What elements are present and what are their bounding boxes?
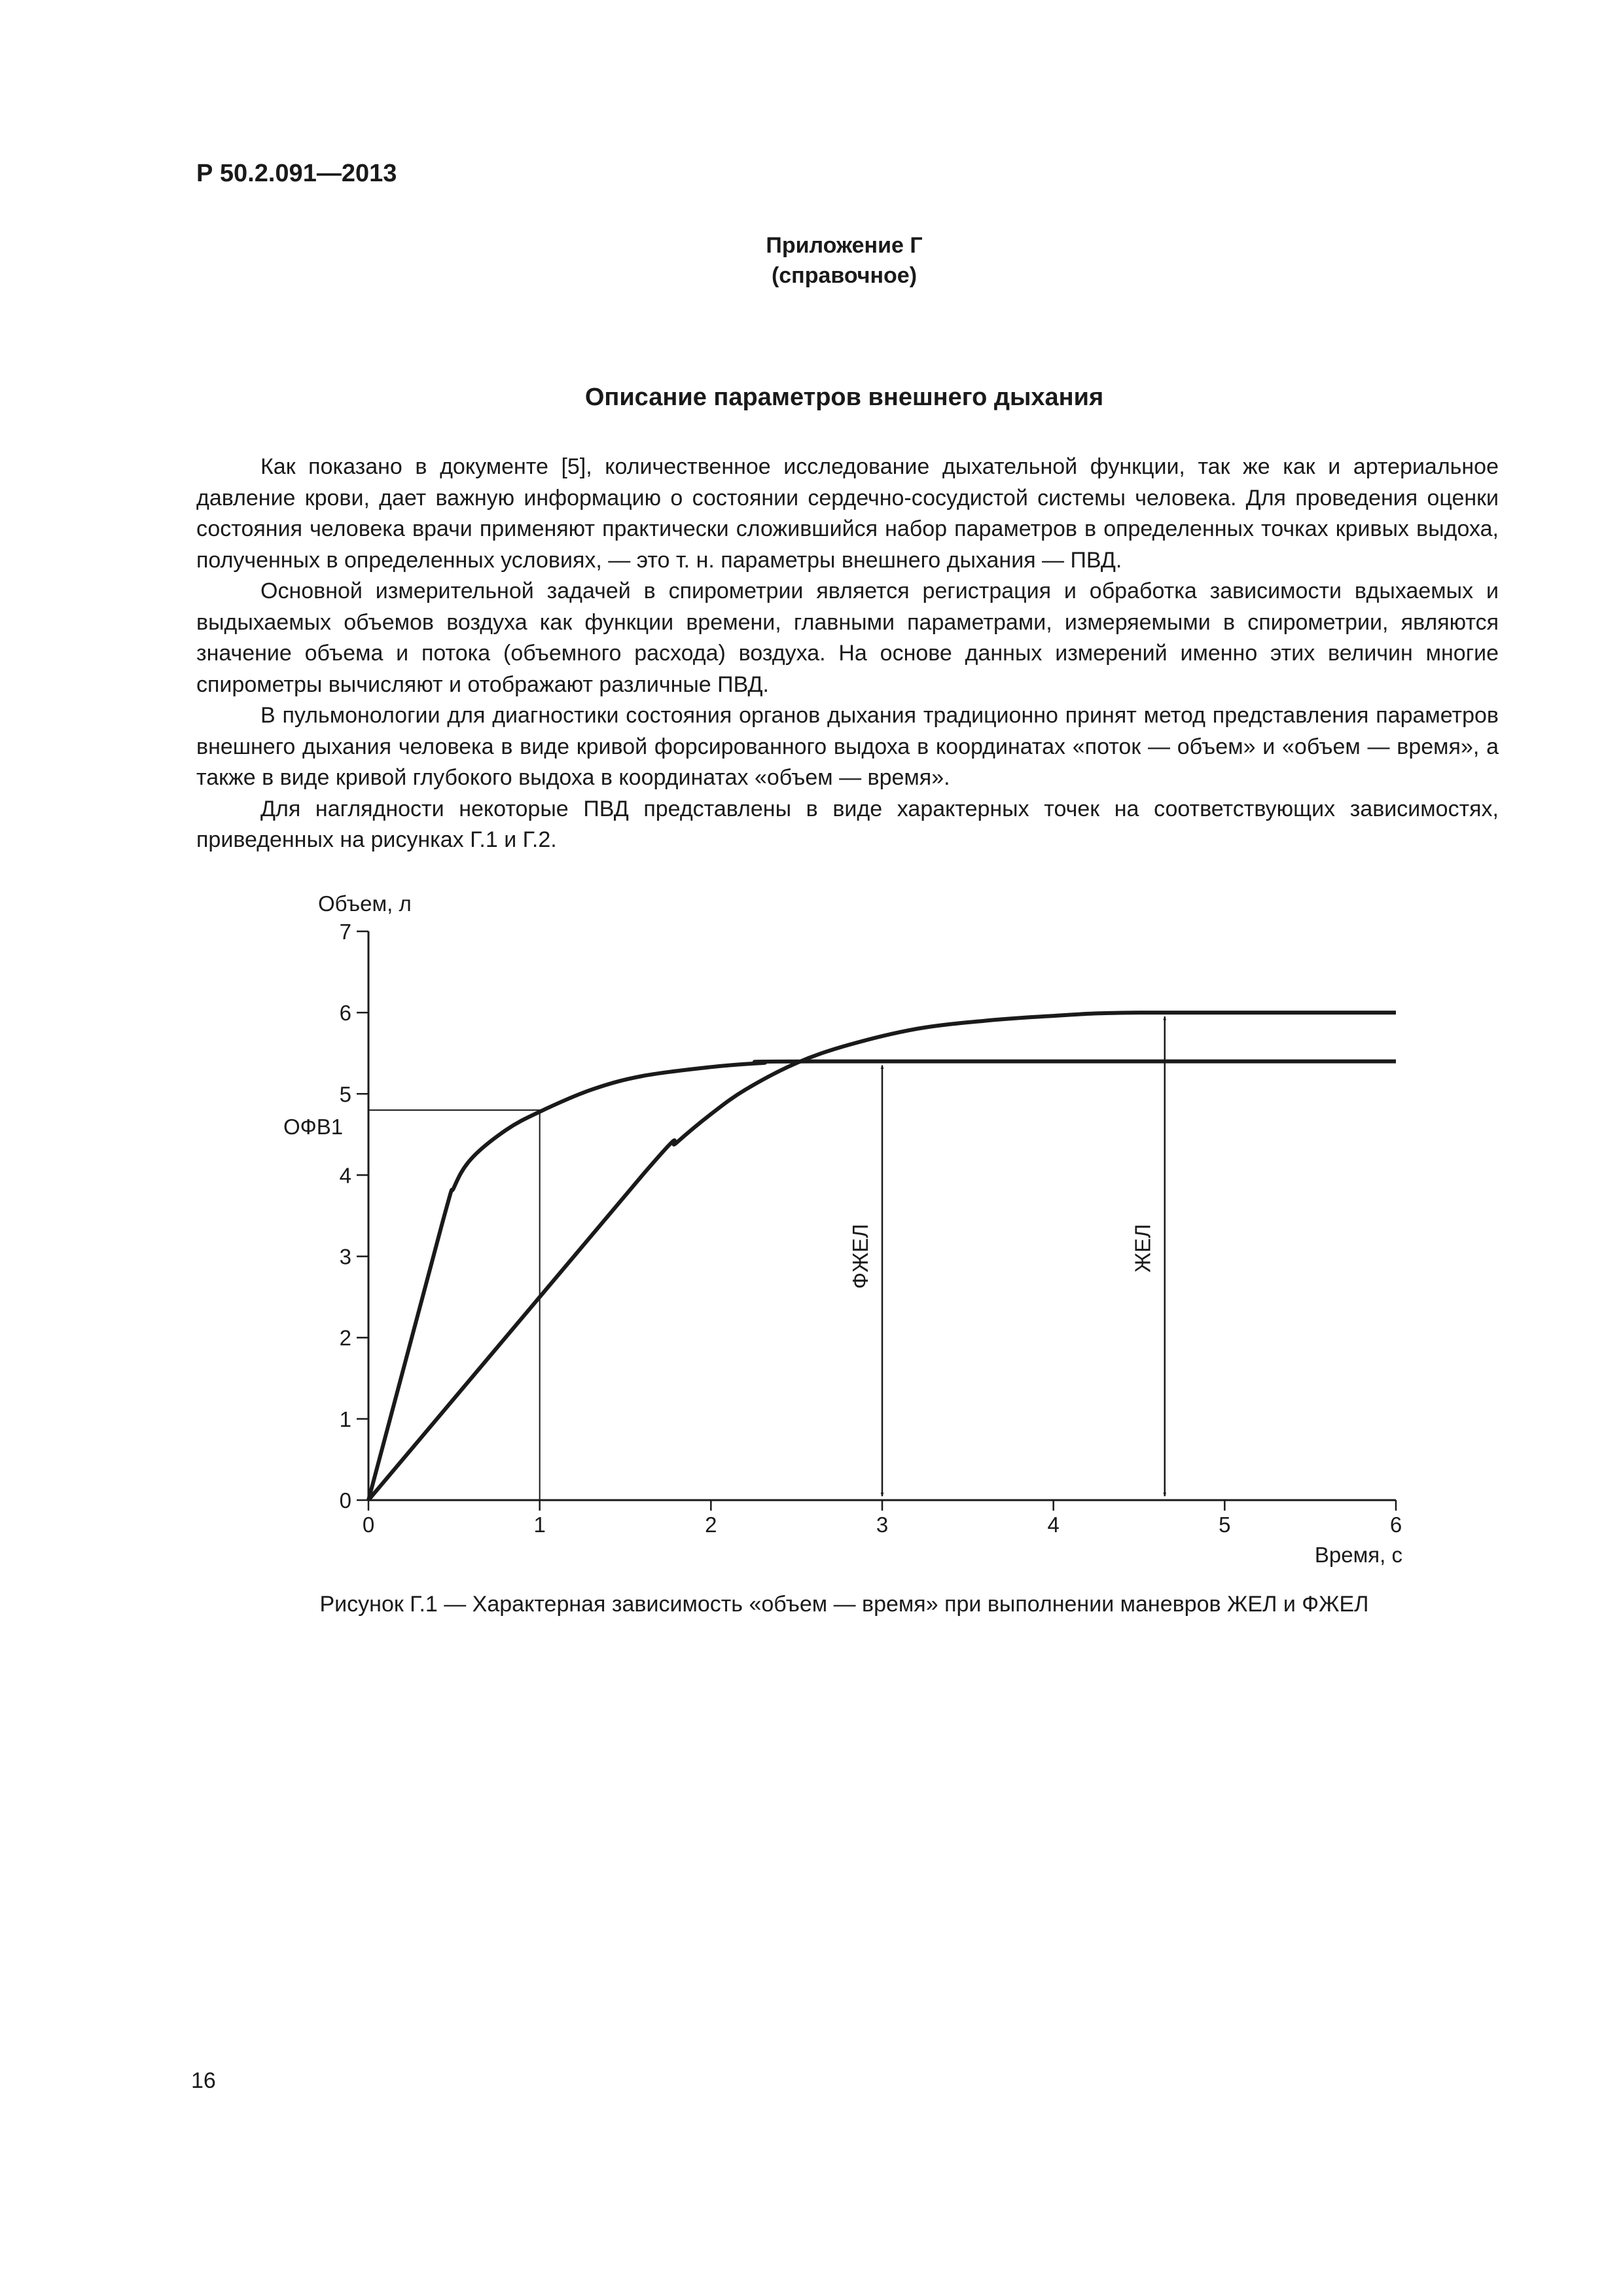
x-tick-label: 0 <box>362 1513 375 1537</box>
document-code: Р 50.2.091—2013 <box>196 160 397 187</box>
body-text <box>196 452 1499 856</box>
paragraph-3: В пульмонологии для диагностики состояния органов дыхания традиционно принят метод представления параметров внешнего дыхания человека в виде кривой форсированного выдоха в координатах «поток — объем» и «объем — время», а также в виде кривой глубокого выдоха в координатах «объем — время». <box>196 703 1499 790</box>
section-title: Описание параметров внешнего дыхания <box>584 384 1104 411</box>
y-axis-label: Объем, л <box>318 891 412 916</box>
y-tick-label: 1 <box>339 1407 351 1431</box>
y-tick-label: 5 <box>339 1082 351 1107</box>
appendix-subtitle: (справочное) <box>771 263 918 288</box>
x-tick-label: 4 <box>1047 1513 1060 1537</box>
x-tick-label: 1 <box>533 1513 546 1537</box>
fvc-label: ФЖЕЛ <box>848 1223 872 1289</box>
y-tick-label: 2 <box>339 1325 351 1350</box>
y-tick-label: 7 <box>339 920 351 944</box>
page-number: 16 <box>191 2068 216 2093</box>
y-tick-label: 4 <box>339 1163 351 1188</box>
appendix-title: Приложение Г <box>766 233 923 258</box>
vc-label: ЖЕЛ <box>1130 1224 1155 1273</box>
volume-time-chart <box>0 877 1623 1630</box>
x-tick-label: 2 <box>705 1513 717 1537</box>
figure-volume-time <box>0 877 1623 1630</box>
x-tick-label: 5 <box>1219 1513 1231 1537</box>
paragraph-4: Для наглядности некоторые ПВД представлены в виде характерных точек на соответствующих зависимостях, приведенных на рисунках Г.1 и Г.2. <box>196 796 1499 852</box>
x-tick-label: 3 <box>876 1513 889 1537</box>
paragraph-1: Как показано в документе [5], количественное исследование дыхательной функции, так же как и артериальное давление крови, дает важную информацию о состоянии сердечно-сосудистой системы человека. Для проведения оценки состояния человека врачи применяют практически сложившийся набор параметров в определенных точках кривых выдоха, полученных в определенных условиях, — это т. н. параметры внешнего дыхания — ПВД. <box>196 454 1499 573</box>
fev1-label: ОФВ1 <box>283 1115 344 1139</box>
y-tick-label: 0 <box>339 1488 351 1513</box>
y-tick-label: 6 <box>339 1001 351 1026</box>
x-tick-label: 6 <box>1389 1513 1402 1537</box>
paragraph-2: Основной измерительной задачей в спирометрии является регистрация и обработка зависимости вдыхаемых и выдыхаемых объемов воздуха как функции времени, главными параметрами, измеряемыми в спирометрии, являются значение объема и потока (объемного расхода) воздуха. На основе данных измерений именно этих величин многие спирометры вычисляют и отображают различные ПВД. <box>196 579 1499 697</box>
fev1-guide-line <box>368 1110 540 1500</box>
appendix-heading <box>0 230 1623 291</box>
y-tick-label: 3 <box>339 1244 351 1269</box>
figure-caption: Рисунок Г.1 — Характерная зависимость «объем — время» при выполнении маневров ЖЕЛ и ФЖЕЛ <box>319 1592 1369 1617</box>
x-axis-label: Время, с <box>1314 1543 1402 1567</box>
